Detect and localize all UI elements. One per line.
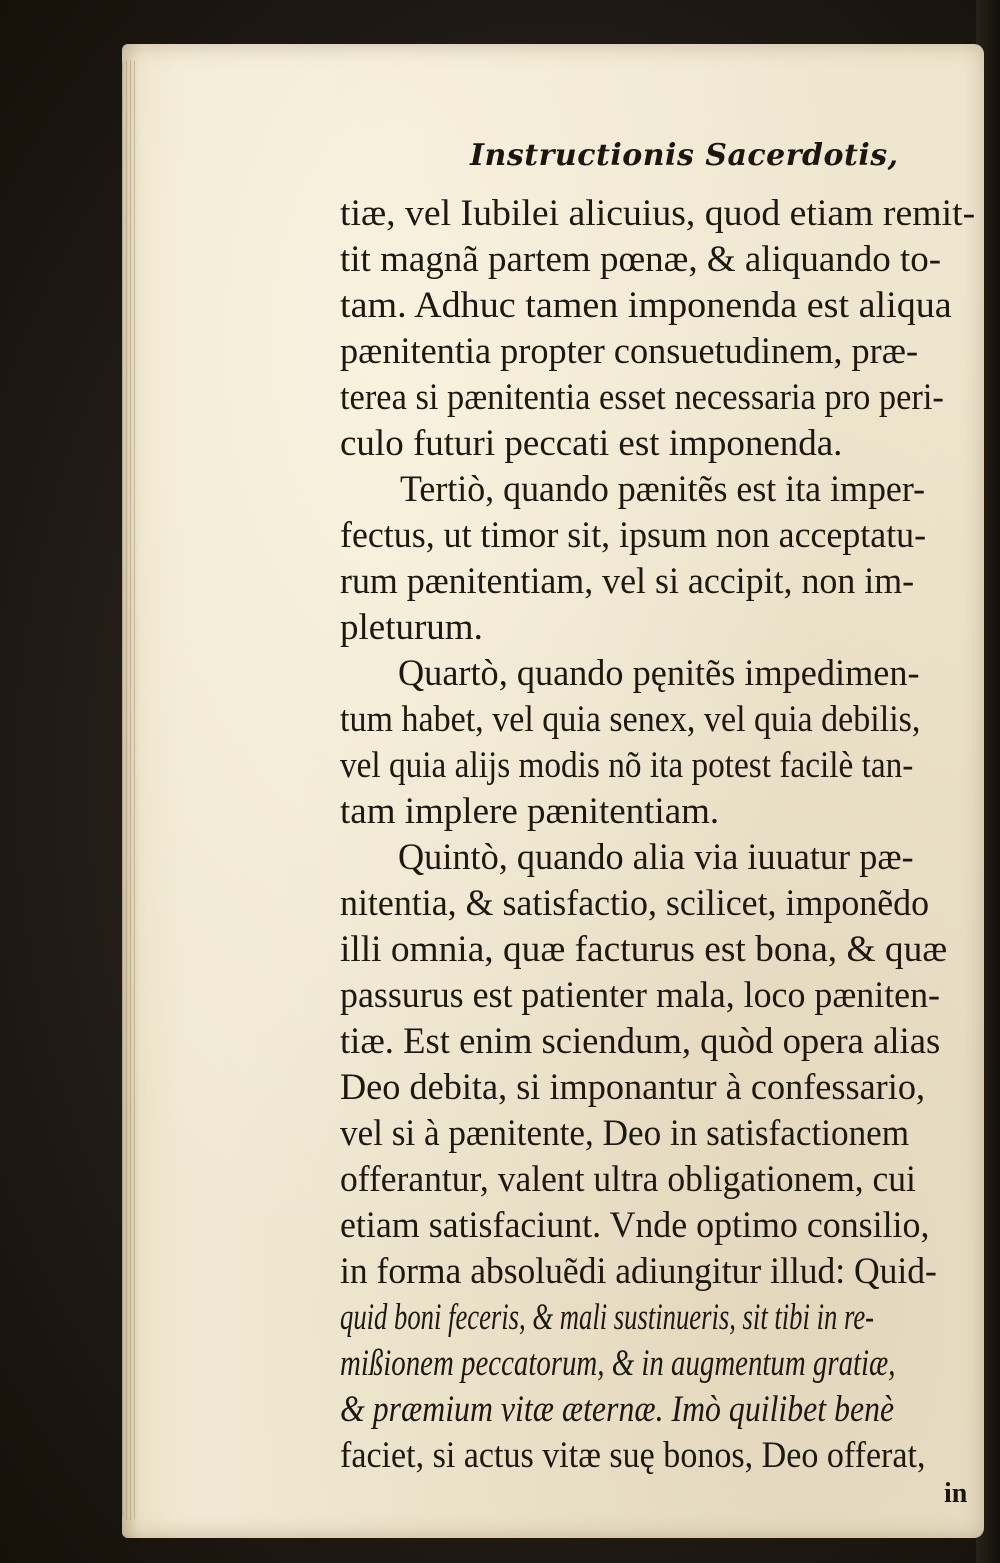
text-line-20: Deo debita, si imponantur à confessario, (340, 1067, 926, 1108)
text-line-7: Tertiò, quando pænitẽs est ita imper- (400, 469, 926, 510)
text-line-8: fectus, ut timor sit, ipsum non acceptatu- (340, 515, 927, 556)
page-fold-edge (122, 60, 136, 1520)
text-line-9: rum pænitentiam, vel si accipit, non im- (340, 561, 915, 602)
text-line-22: offerantur, valent ultra obligationem, cui (340, 1159, 916, 1200)
text-line-16: nitentia, & satisfactio, scilicet, imponẽdo (340, 883, 930, 924)
text-line-18: passurus est patienter mala, loco pæniten- (340, 975, 941, 1016)
text-line-3: tam. Adhuc tamen imponenda est aliqua (340, 285, 952, 326)
catchword: in (944, 1478, 968, 1509)
text-line-26: mißionem peccatorum, & in augmentum gratiæ, (340, 1343, 896, 1384)
text-line-24: in forma absoluẽdi adiungitur illud: Quid- (340, 1251, 937, 1292)
text-line-13: vel quia alijs modis nõ ita potest facilè tan- (340, 745, 914, 786)
text-line-4: pænitentia propter consuetudinem, præ- (340, 331, 919, 372)
text-line-5: terea si pænitentia esset necessaria pro peri- (340, 377, 944, 418)
text-line-23: etiam satisfaciunt. Vnde optimo consilio, (340, 1205, 930, 1246)
text-line-25: quid boni feceris, & mali sustinueris, sit tibi in re- (340, 1297, 875, 1338)
text-line-21: vel si à pænitente, Deo in satisfactionem (340, 1113, 910, 1154)
text-line-15: Quintò, quando alia via iuuatur pæ- (398, 837, 914, 878)
text-line-1: tiæ, vel Iubilei alicuius, quod etiam remit- (340, 193, 976, 234)
text-line-14: tam implere pænitentiam. (340, 791, 720, 832)
text-line-27: & præmium vitæ æternæ. Imò quilibet benè (340, 1389, 895, 1430)
text-line-17: illi omnia, quæ facturus est bona, & quæ (340, 929, 948, 970)
text-line-10: pleturum. (340, 607, 483, 648)
text-line-28: faciet, si actus vitæ suę bonos, Deo offerat, (340, 1435, 926, 1476)
text-line-11: Quartò, quando pęnitẽs impedimen- (398, 653, 920, 694)
running-head: Instructionis Sacerdotis, (470, 138, 899, 173)
text-line-2: tit magnã partem pœnæ, & aliquando to- (340, 239, 942, 280)
text-line-6: culo futuri peccati est imponenda. (340, 423, 843, 464)
text-line-19: tiæ. Est enim sciendum, quòd opera alias (340, 1021, 941, 1062)
text-line-12: tum habet, vel quia senex, vel quia debilis, (340, 699, 921, 740)
